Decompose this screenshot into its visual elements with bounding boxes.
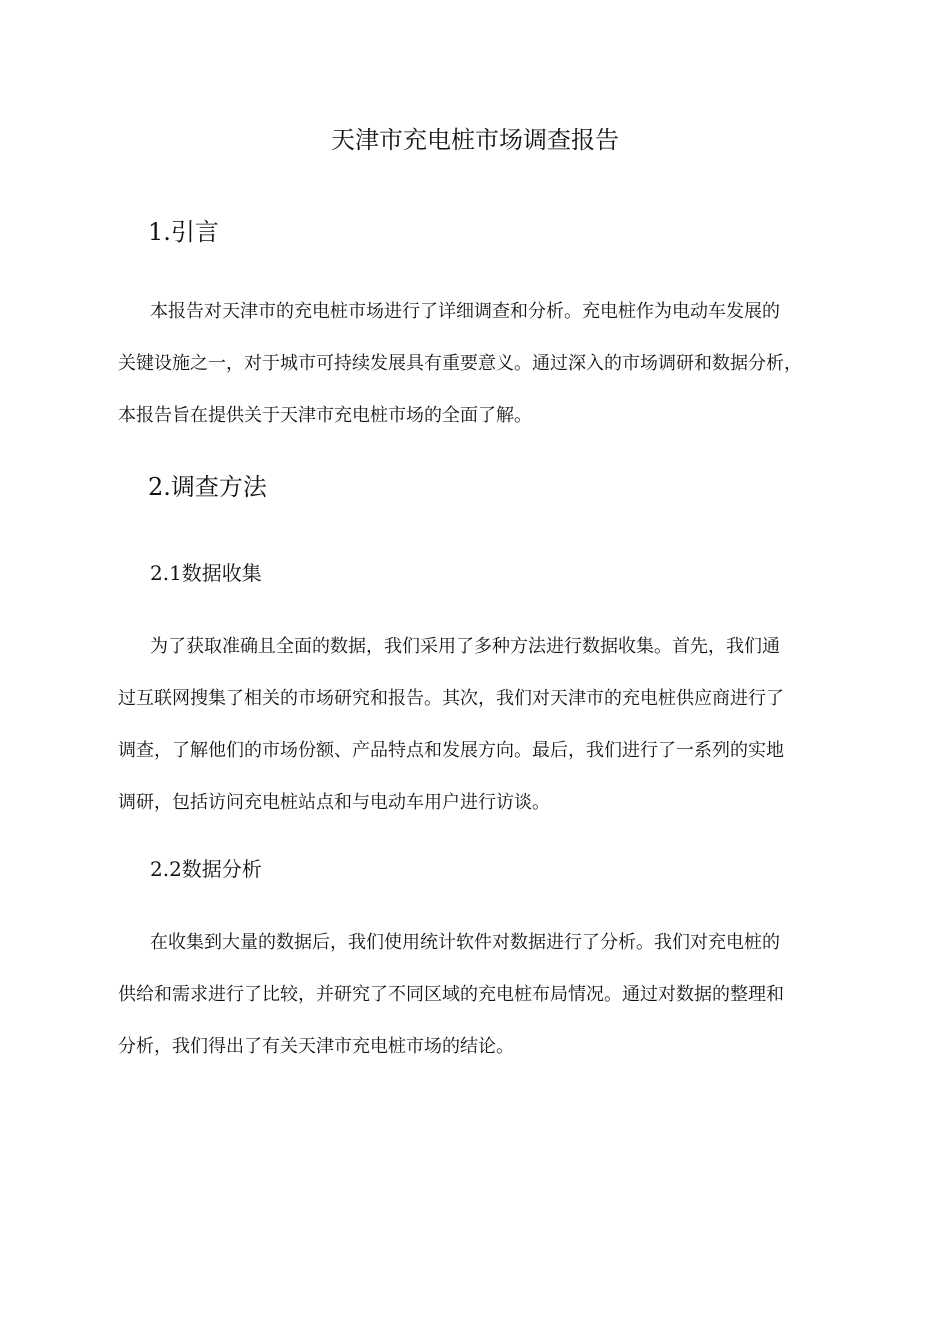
document-title: 天津市充电桩市场调查报告: [331, 126, 619, 154]
paragraph-line: 本报告对天津市的充电桩市场进行了详细调查和分析。充电桩作为电动车发展的: [150, 301, 780, 322]
introduction-paragraph: [118, 286, 838, 442]
paragraph-line: 为了获取准确且全面的数据，我们采用了多种方法进行数据收集。首先，我们通: [150, 636, 780, 657]
data-analysis-paragraph: [118, 917, 838, 1073]
paragraph-line: 调查，了解他们的市场份额、产品特点和发展方向。最后，我们进行了一系列的实地: [118, 740, 784, 761]
section-heading-methods: 2.调查方法: [148, 473, 267, 501]
paragraph-line: 关键设施之一，对于城市可持续发展具有重要意义。通过深入的市场调研和数据分析，: [118, 353, 802, 374]
paragraph-line: 调研，包括访问充电桩站点和与电动车用户进行访谈。: [118, 792, 550, 813]
paragraph-line: 在收集到大量的数据后，我们使用统计软件对数据进行了分析。我们对充电桩的: [150, 932, 780, 953]
data-collection-paragraph: [118, 621, 838, 829]
section-heading-introduction: 1.引言: [148, 218, 219, 246]
paragraph-line: 本报告旨在提供关于天津市充电桩市场的全面了解。: [118, 405, 532, 426]
paragraph-line: 过互联网搜集了相关的市场研究和报告。其次，我们对天津市的充电桩供应商进行了: [118, 688, 784, 709]
subsection-heading-data-collection: 2.1数据收集: [150, 561, 262, 585]
subsection-heading-data-analysis: 2.2数据分析: [150, 857, 262, 881]
paragraph-line: 分析，我们得出了有关天津市充电桩市场的结论。: [118, 1036, 514, 1057]
paragraph-line: 供给和需求进行了比较，并研究了不同区域的充电桩布局情况。通过对数据的整理和: [118, 984, 784, 1005]
